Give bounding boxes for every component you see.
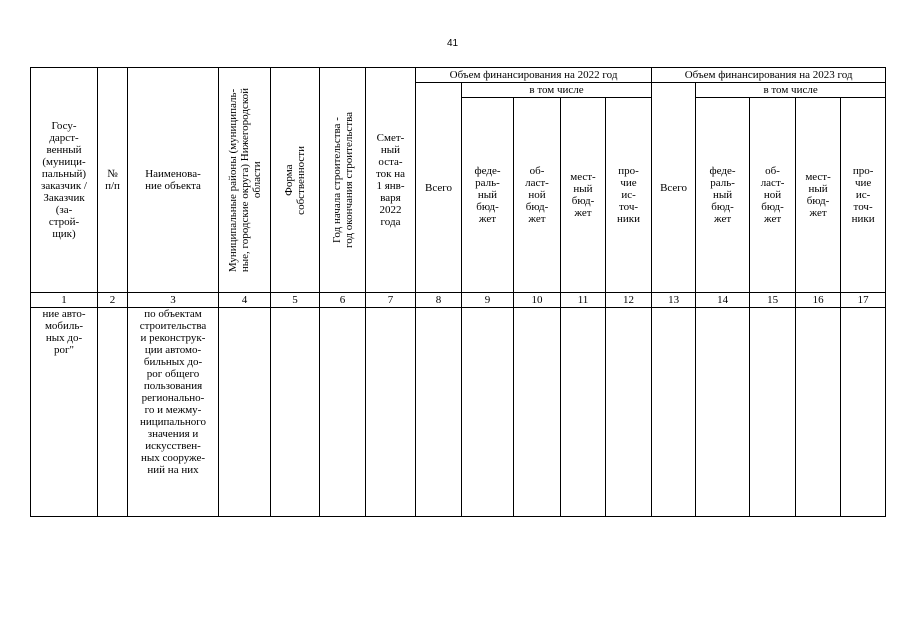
- column-number: 6: [320, 293, 366, 308]
- header-total-2022: Всего: [416, 83, 462, 293]
- column-number: 8: [416, 293, 462, 308]
- column-number: 7: [366, 293, 416, 308]
- column-number: 10: [514, 293, 561, 308]
- row-customer-cell: ние авто- мобиль- ных до- рог": [31, 308, 98, 517]
- row-empty-cell: [366, 308, 416, 517]
- header-local-2023: мест- ный бюд- жет: [796, 98, 841, 293]
- header-funding-2022: Объем финансирования на 2022 год: [416, 68, 652, 83]
- table-row: [31, 308, 886, 517]
- header-federal-2023: феде- раль- ный бюд- жет: [696, 98, 750, 293]
- page-number: 41: [446, 38, 459, 49]
- column-number: 17: [841, 293, 886, 308]
- header-other-2023: про- чие ис- точ- ники: [841, 98, 886, 293]
- row-empty-cell: [841, 308, 886, 517]
- column-number: 1: [31, 293, 98, 308]
- row-object-name-cell: по объектам строительства и реконструк- ции автомо- бильных до- рог общего пользования регионально- го и межму- ниципального значения и искусствен- ных сооруже- ний на них: [128, 308, 219, 517]
- header-including-2023: в том числе: [696, 83, 886, 98]
- column-number: 16: [796, 293, 841, 308]
- header-total-2023: Всего: [652, 83, 696, 293]
- column-number: 4: [219, 293, 271, 308]
- row-empty-cell: [514, 308, 561, 517]
- header-funding-2023: Объем финансирования на 2023 год: [652, 68, 886, 83]
- column-number: 2: [98, 293, 128, 308]
- column-number-row: [31, 293, 886, 308]
- row-empty-cell: [219, 308, 271, 517]
- row-empty-cell: [462, 308, 514, 517]
- header-construction-years: Год начала строительства - год окончания строительства: [320, 68, 366, 293]
- row-empty-cell: [561, 308, 606, 517]
- header-regional-2023: об- ласт- ной бюд- жет: [750, 98, 796, 293]
- row-item-no-cell: [98, 308, 128, 517]
- column-number: 9: [462, 293, 514, 308]
- row-empty-cell: [652, 308, 696, 517]
- financing-table: [30, 67, 886, 517]
- row-empty-cell: [750, 308, 796, 517]
- column-number: 3: [128, 293, 219, 308]
- header-local-2022: мест- ный бюд- жет: [561, 98, 606, 293]
- column-number: 12: [606, 293, 652, 308]
- header-including-2022: в том числе: [462, 83, 652, 98]
- row-empty-cell: [696, 308, 750, 517]
- column-number: 15: [750, 293, 796, 308]
- header-other-2022: про- чие ис- точ- ники: [606, 98, 652, 293]
- row-empty-cell: [271, 308, 320, 517]
- row-empty-cell: [796, 308, 841, 517]
- column-number: 13: [652, 293, 696, 308]
- header-customer: Госу- дарст- венный (муници- пальный) заказчик / Заказчик (за- строй- щик): [31, 68, 98, 293]
- row-empty-cell: [606, 308, 652, 517]
- column-number: 5: [271, 293, 320, 308]
- row-empty-cell: [416, 308, 462, 517]
- column-number: 11: [561, 293, 606, 308]
- header-object-name: Наименова- ние объекта: [128, 68, 219, 293]
- header-estimated-balance: Смет- ный оста- ток на 1 янв- варя 2022 года: [366, 68, 416, 293]
- header-municipal-districts: Муниципальные районы (муниципаль- ные, городские округа) Нижегородской области: [219, 68, 271, 293]
- row-empty-cell: [320, 308, 366, 517]
- column-number: 14: [696, 293, 750, 308]
- header-federal-2022: феде- раль- ный бюд- жет: [462, 98, 514, 293]
- header-regional-2022: об- ласт- ной бюд- жет: [514, 98, 561, 293]
- header-row-1: [31, 68, 886, 83]
- header-ownership-form: Форма собственности: [271, 68, 320, 293]
- header-item-no: № п/п: [98, 68, 128, 293]
